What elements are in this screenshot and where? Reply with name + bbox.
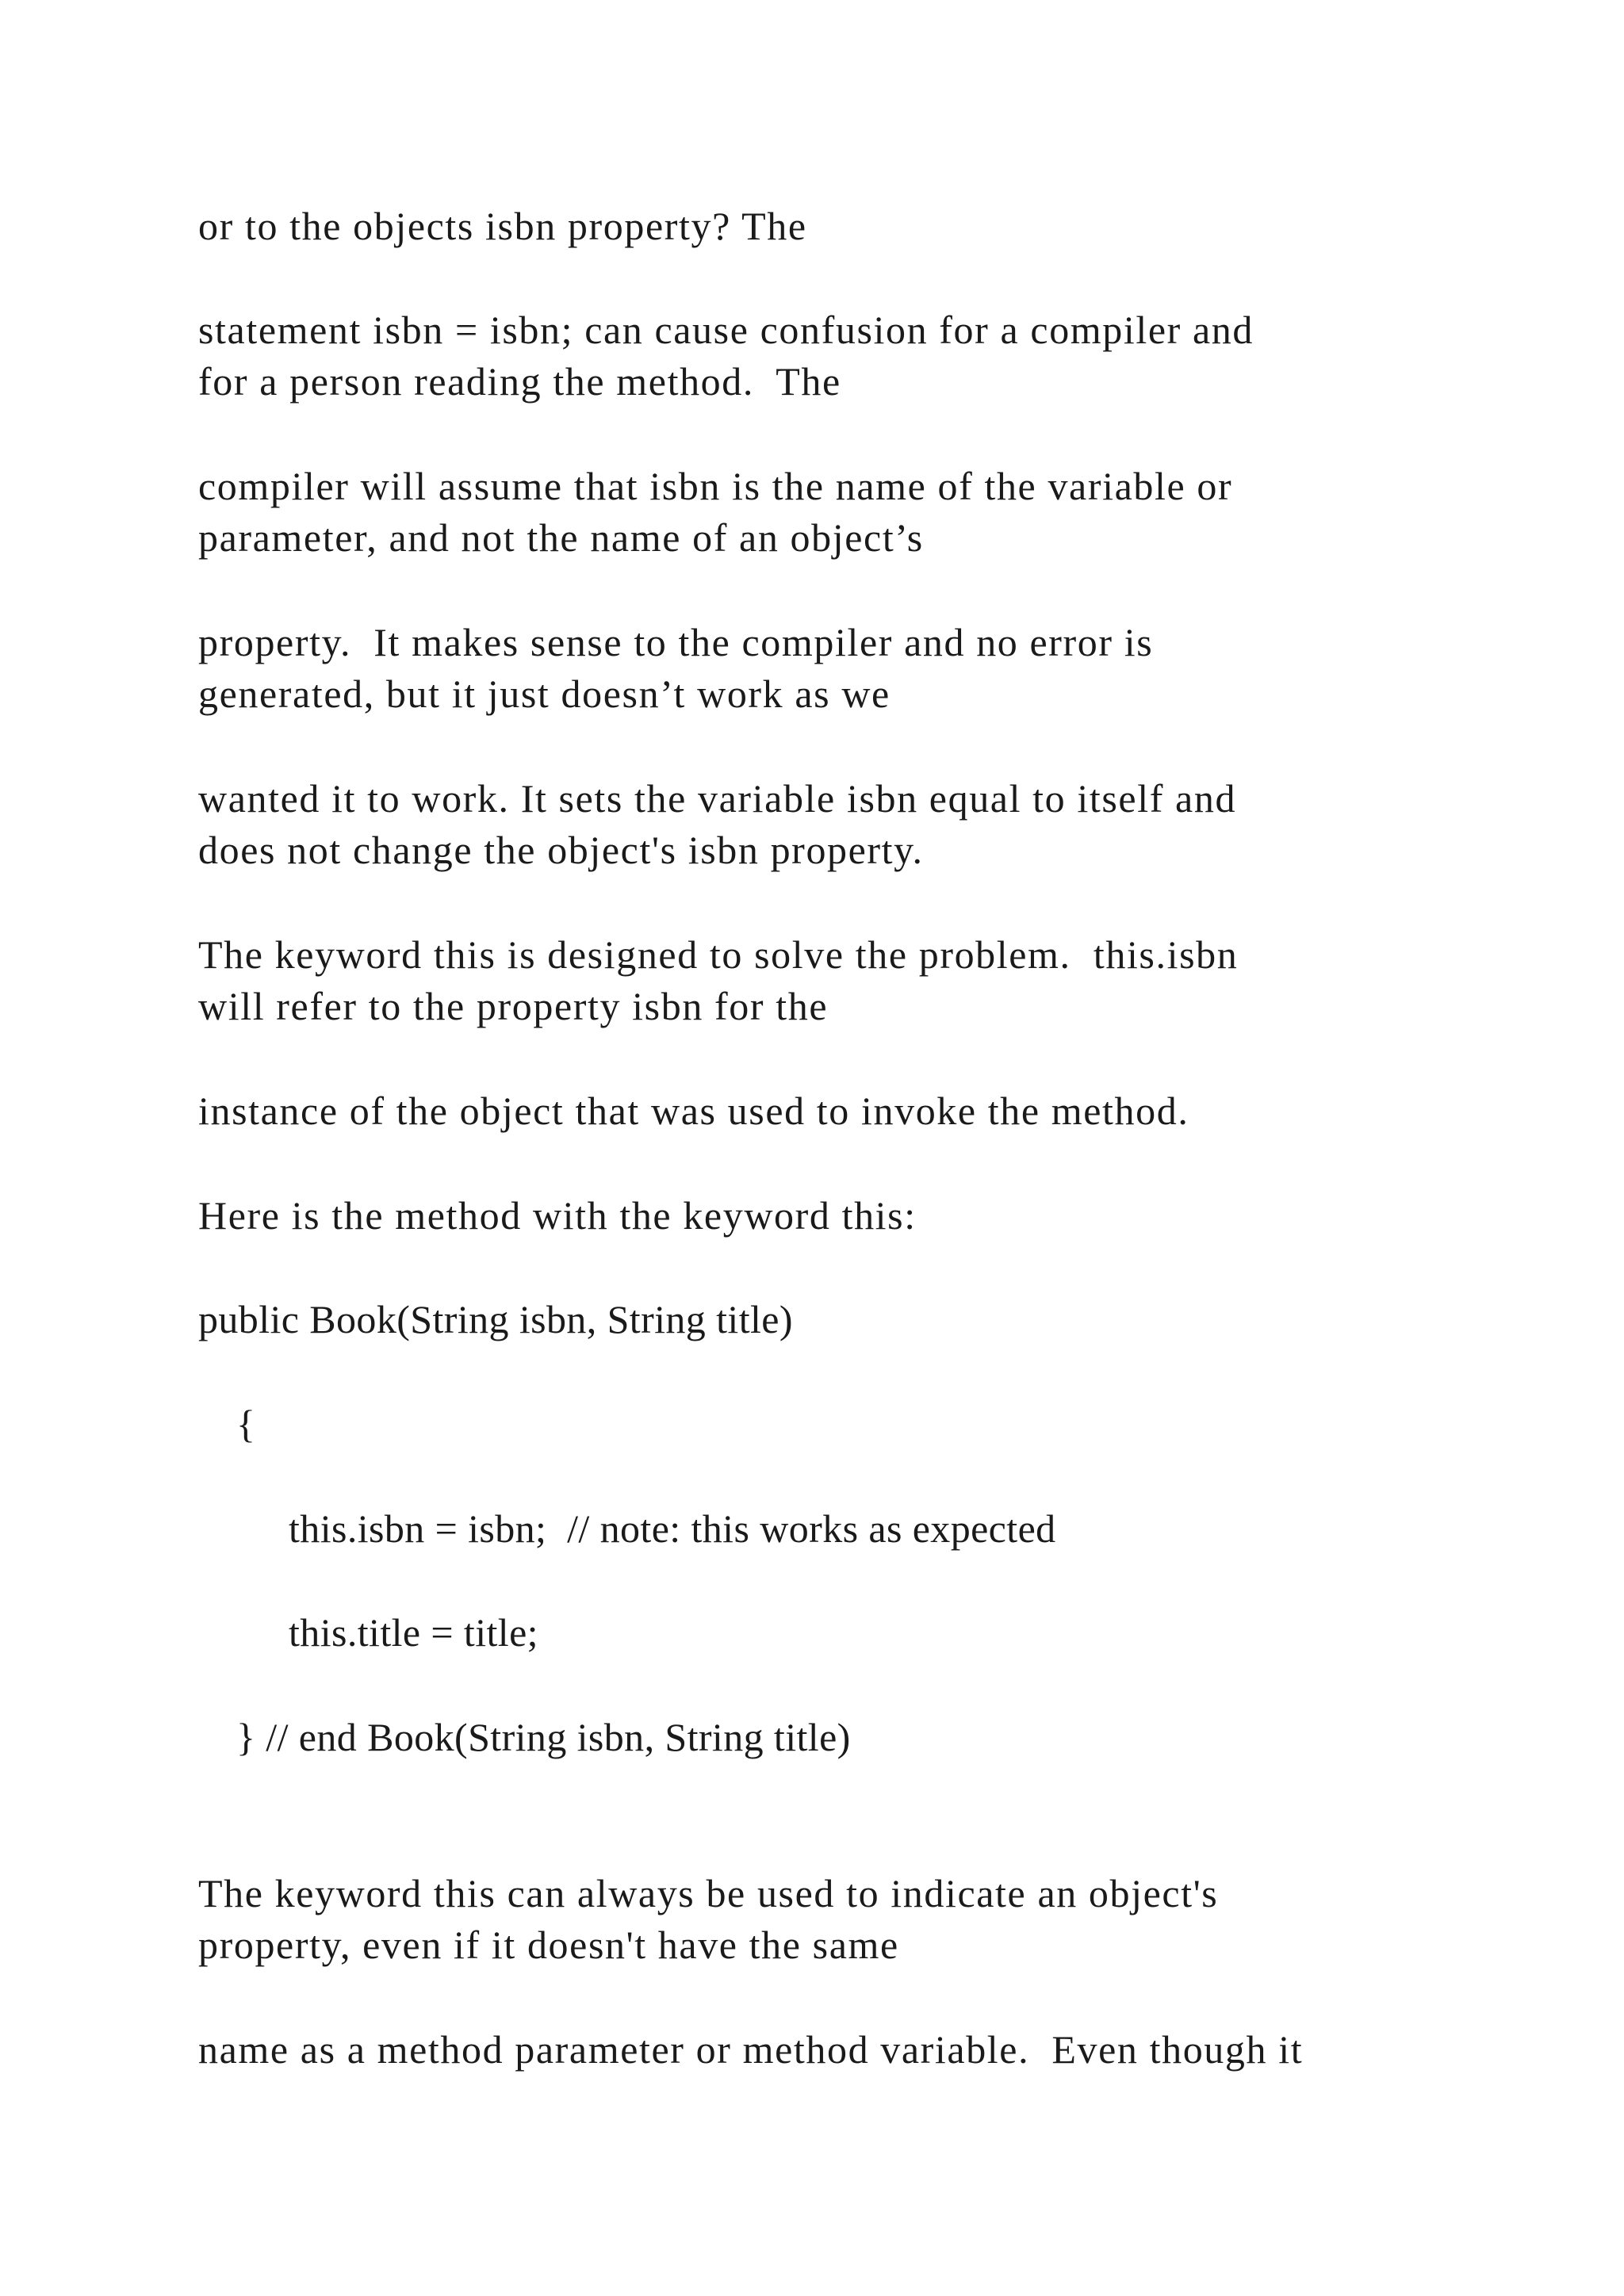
text-line: wanted it to work. It sets the variable isbn equal to itself and (198, 776, 1237, 821)
text-line: instance of the object that was used to invoke the method. (198, 1089, 1189, 1133)
code-line: this.title = title; (289, 1610, 538, 1655)
text-line: The keyword this is designed to solve the problem. this.isbn (198, 932, 1239, 977)
text-line: name as a method parameter or method variable. Even though it (198, 2027, 1304, 2072)
text-line: compiler will assume that isbn is the name of the variable or (198, 464, 1233, 508)
text-line: does not change the object's isbn property. (198, 828, 924, 872)
text-line: parameter, and not the name of an object’s (198, 515, 924, 560)
code-line: { (236, 1402, 256, 1446)
code-line: public Book(String isbn, String title) (198, 1297, 793, 1341)
text-line: statement isbn = isbn; can cause confusion for a compiler and (198, 308, 1254, 352)
text-line: property, even if it doesn't have the same (198, 1923, 899, 1967)
text-line: generated, but it just doesn’t work as we (198, 672, 891, 716)
code-line: } // end Book(String isbn, String title) (236, 1715, 851, 1759)
text-line: The keyword this can always be used to indicate an object's (198, 1871, 1219, 1915)
text-line: Here is the method with the keyword this: (198, 1193, 917, 1238)
text-line: will refer to the property isbn for the (198, 984, 829, 1028)
text-line: property. It makes sense to the compiler and no error is (198, 620, 1154, 664)
text-line: for a person reading the method. The (198, 359, 841, 404)
text-line: or to the objects isbn property? The (198, 204, 807, 248)
code-line: this.isbn = isbn; // note: this works as expected (289, 1506, 1056, 1551)
